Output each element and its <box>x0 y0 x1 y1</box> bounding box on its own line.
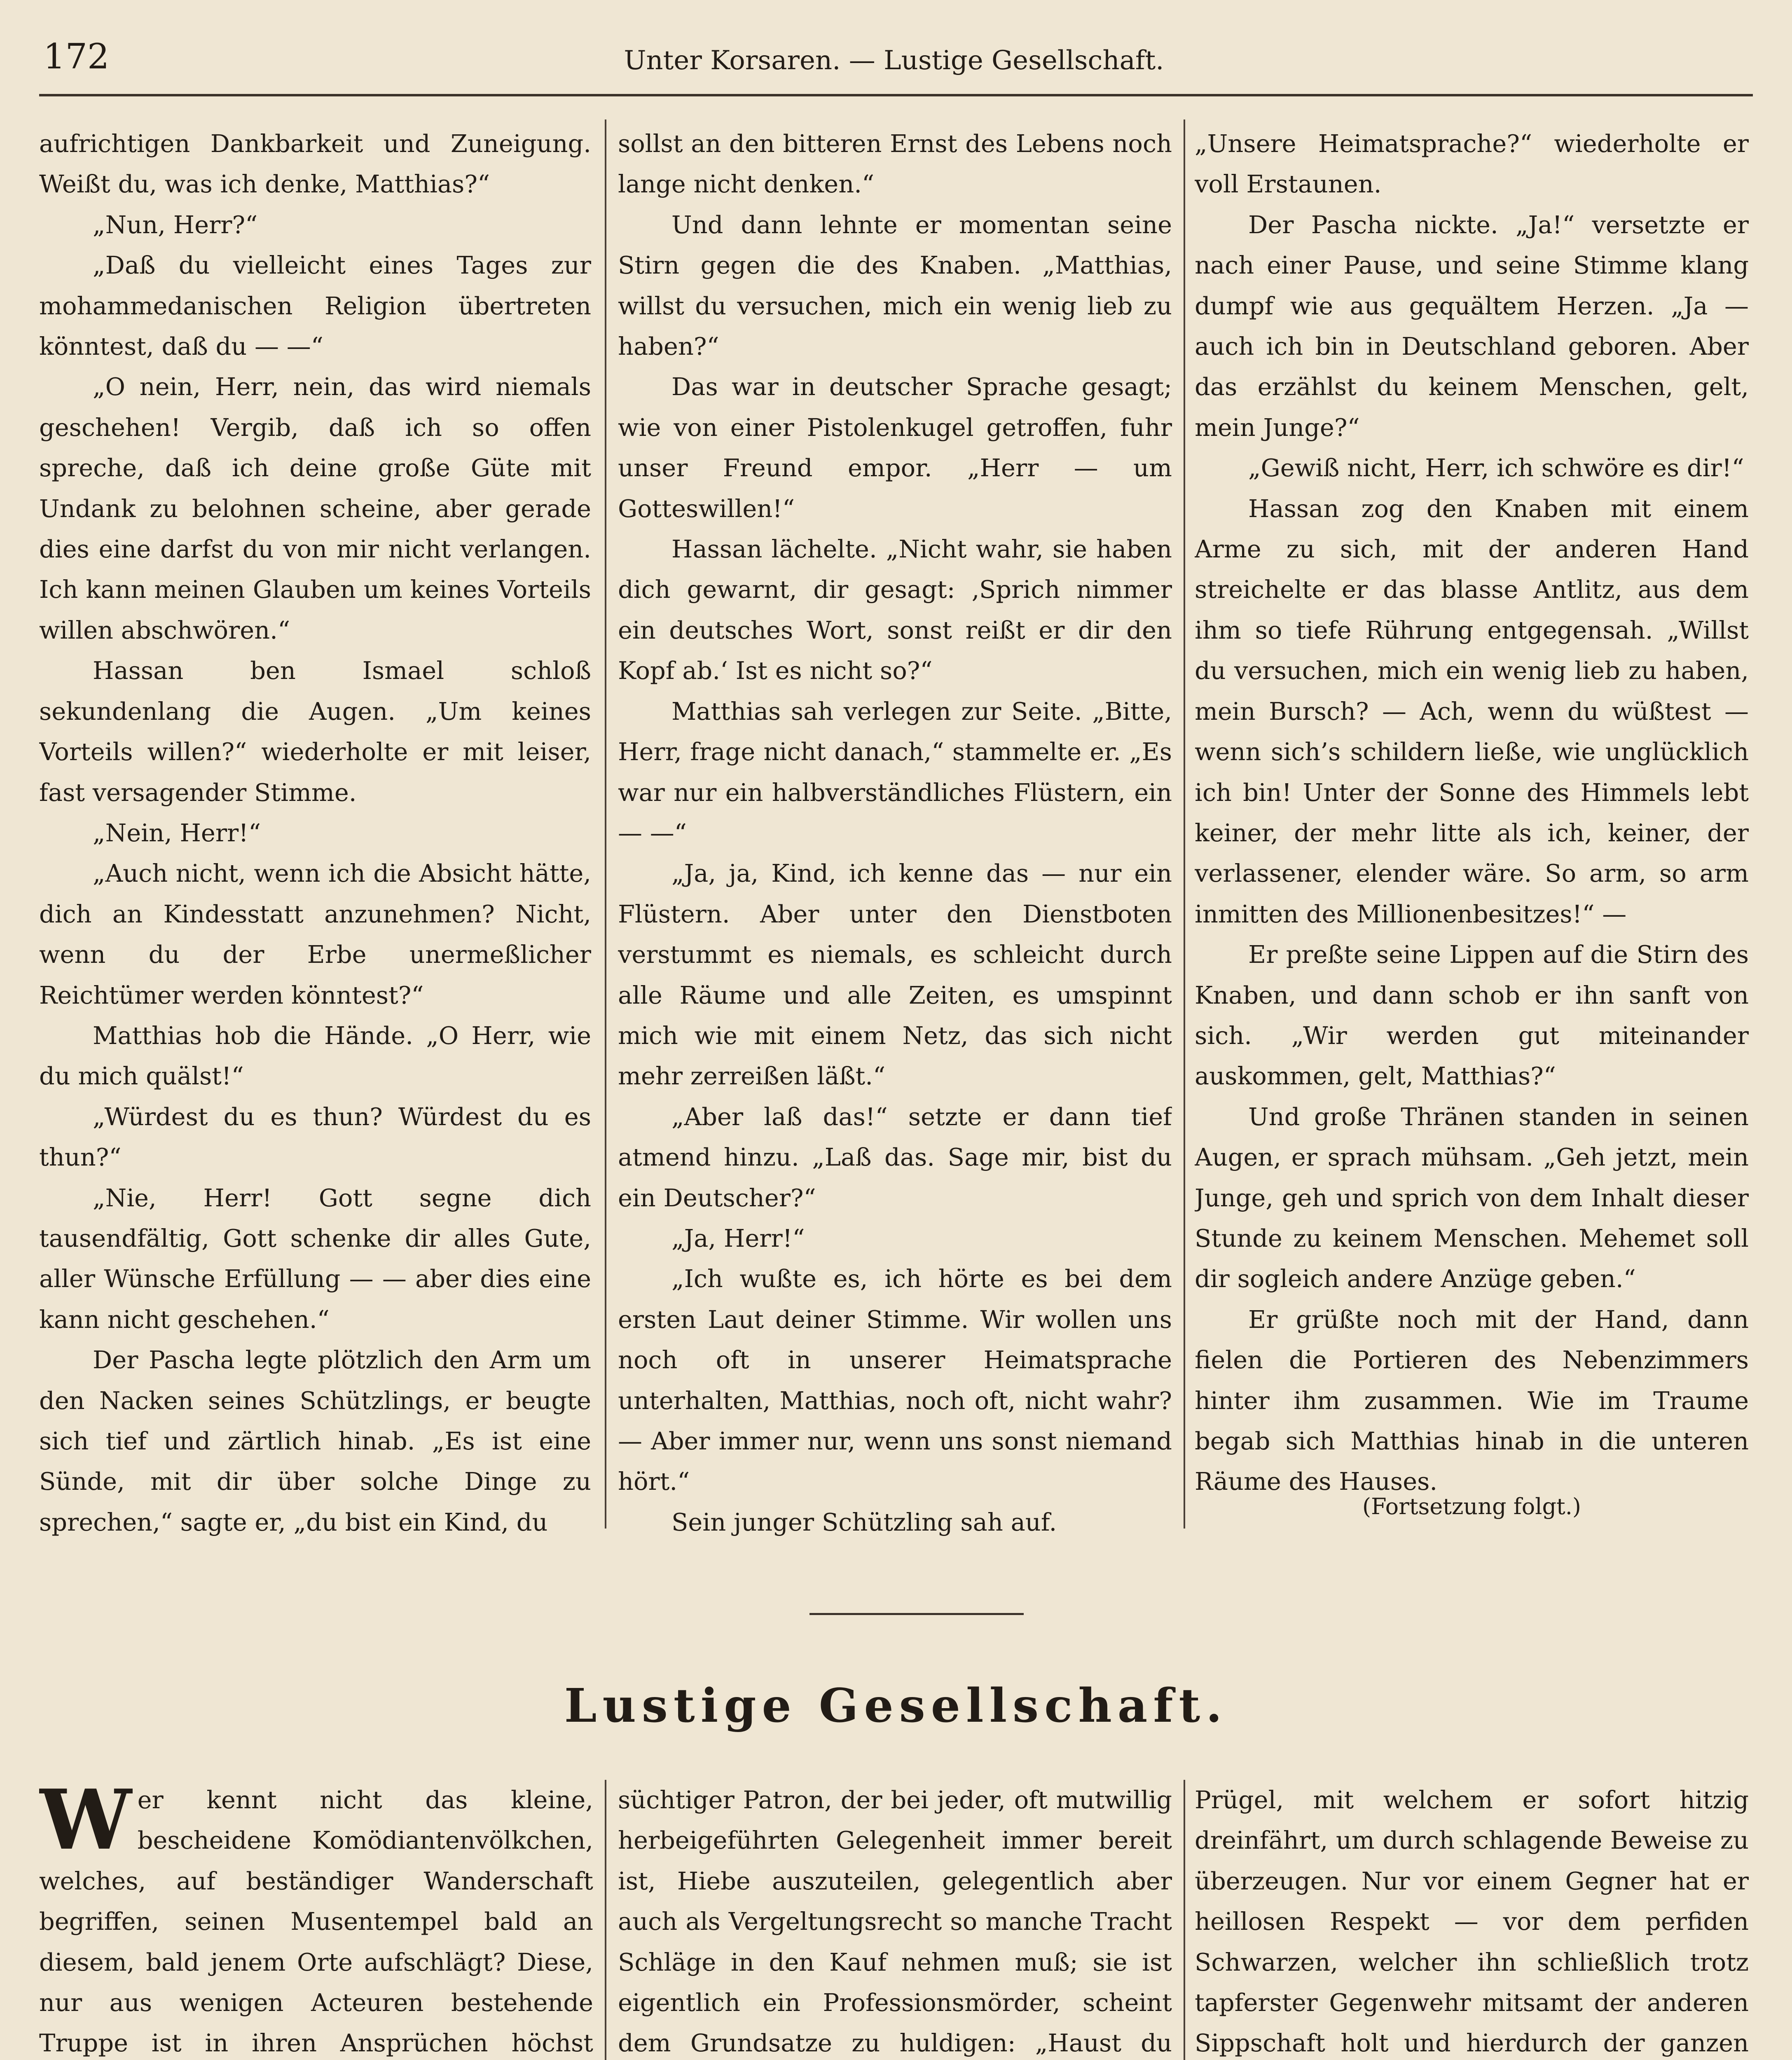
paragraph: „Nie, Herr! Gott segne dich tausendfältig, Gott schenke dir alles Gute, aller Wünsche Erfüllung — — aber dies eine kann nicht geschehen.“ <box>39 1183 591 1334</box>
column-divider <box>605 119 606 1529</box>
paragraph: „Auch nicht, wenn ich die Absicht hätte, dich an Kindesstatt anzunehmen? Nicht, wenn du der Erbe unermeßlicher Reichtümer werden könntest?“ <box>39 859 591 1009</box>
section-divider <box>809 1613 1024 1615</box>
paragraph: Hassan zog den Knaben mit einem Arme zu sich, mit der anderen Hand streichelte er das blasse Antlitz, aus dem ihm so tiefe Rührung entgegensah. „Willst du versuchen, mich ein wenig lieb zu haben, mein Bursch? — Ach, wenn du wüßtest — wenn sich’s schildern ließe, wie unglücklich ich bin! Unter der Sonne des Himmels lebt keiner, der mehr litte als ich, keiner, der verlassener, elender wäre. So arm, so arm inmitten des Millionenbesitzes!“ — <box>1195 494 1749 928</box>
column-divider <box>605 1780 606 2060</box>
paragraph: Hassan lächelte. „Nicht wahr, sie haben dich gewarnt, dir gesagt: ‚Sprich nimmer ein deutsches Wort, sonst reißt er dir den Kopf ab.‘ Ist es nicht so?“ <box>618 535 1172 685</box>
paragraph-text: er kennt nicht das kleine, bescheidene Komödiantenvölkchen, welches, auf beständiger Wanderschaft begriffen, seinen Musentempel bald an diesem, bald jenem Orte aufschlägt? Diese, nur aus wenigen Acteuren bestehende Truppe ist in ihren Ansprüchen höchst <box>39 1786 593 2058</box>
paragraph: „Ich wußte es, ich hörte es bei dem ersten Laut deiner Stimme. Wir wollen uns noch oft in unserer Heimatsprache unterhalten, Matthias, noch oft, nicht wahr? — Aber immer nur, wenn uns sonst niemand hört.“ <box>618 1264 1172 1496</box>
paragraph: „Gewiß nicht, Herr, ich schwöre es dir!“ <box>1248 454 1744 482</box>
paragraph: Prügel, mit welchem er sofort hitzig dreinfährt, um durch schlagende Beweise zu überzeugen. Nur vor einem Gegner hat er heillosen Respekt — vor dem perfiden Schwarzen, welcher ihn schließlich trotz tapferster Gegenwehr mitsamt der anderen Sippschaft holt und hierdurch der ganzen <box>1195 1786 1749 2058</box>
paragraph: Matthias hob die Hände. „O Herr, wie du mich quälst!“ <box>39 1021 591 1091</box>
paragraph: aufrichtigen Dankbarkeit und Zuneigung. Weißt du, was ich denke, Matthias?“ <box>39 129 591 199</box>
article-column-3 <box>1195 1780 1749 2060</box>
paragraph: süchtiger Patron, der bei jeder, oft mutwillig herbeigeführten Gelegenheit immer bereit ist, Hiebe auszuteilen, gelegentlich aber auch als Vergeltungsrecht so manche Tracht Schläge in den Kauf nehmen muß; sie ist eigentlich ein Professionsmörder, scheint dem Grundsatze zu huldigen: „Haust du <box>618 1786 1172 2058</box>
paragraph: Der Pascha nickte. „Ja!“ versetzte er nach einer Pause, und seine Stimme klang dumpf wie aus gequältem Herzen. „Ja — auch ich bin in Deutschland geboren. Aber das erzählst du keinem Menschen, gelt, mein Junge?“ <box>1195 210 1749 442</box>
paragraph: Er preßte seine Lippen auf die Stirn des Knaben, und dann schob er ihn sanft von sich. „Wir werden gut miteinander auskommen, gelt, Matthias?“ <box>1195 940 1749 1091</box>
story-column-2 <box>618 124 1172 1545</box>
continued-note: (Fortsetzung folgt.) <box>1362 1494 1581 1519</box>
paragraph: „Ja, ja, Kind, ich kenne das — nur ein Flüstern. Aber unter den Dienstboten verstummt es niemals, es schleicht durch alle Räume und alle Zeiten, es umspinnt mich wie mit einem Netz, das sich nicht mehr zerreißen läßt.“ <box>618 859 1172 1091</box>
paragraph: „O nein, Herr, nein, das wird niemals geschehen! Vergib, daß ich so offen spreche, daß ich deine große Güte mit Undank zu belohnen scheine, aber gerade dies eine darfst du von mir nicht verlangen. Ich kann meinen Glauben um keines Vorteils willen abschwören.“ <box>39 372 591 644</box>
paragraph: „Ja, Herr!“ <box>671 1224 805 1252</box>
paragraph: „Nein, Herr!“ <box>93 818 261 847</box>
page-header <box>0 0 1792 95</box>
paragraph: Und große Thränen standen in seinen Augen, er sprach mühsam. „Geh jetzt, mein Junge, geh und sprich von dem Inhalt dieser Stunde zu keinem Menschen. Mehemet soll dir sogleich andere Anzüge geben.“ <box>1195 1102 1749 1293</box>
article-column-1 <box>39 1780 593 2060</box>
page-number: 172 <box>43 36 110 77</box>
paragraph: Der Pascha legte plötzlich den Arm um den Nacken seines Schützlings, er beugte sich tief und zärtlich hinab. „Es ist eine Sünde, mit dir über solche Dinge zu sprechen,“ sagte er, „du bist ein Kind, du <box>39 1346 591 1536</box>
running-title: Unter Korsaren. — Lustige Gesellschaft. <box>624 45 1164 76</box>
story-column-1 <box>39 124 591 1545</box>
paragraph: Matthias sah verlegen zur Seite. „Bitte, Herr, frage nicht danach,“ stammelte er. „Es war nur ein halbverständliches Flüstern, ein — —“ <box>618 697 1172 847</box>
paragraph: Das war in deutscher Sprache gesagt; wie von einer Pistolenkugel getroffen, fuhr unser Freund empor. „Herr — um Gotteswillen!“ <box>618 372 1172 523</box>
paragraph: „Unsere Heimatsprache?“ wiederholte er voll Erstaunen. <box>1195 129 1749 199</box>
article-title: Lustige Gesellschaft. <box>564 1679 1228 1733</box>
paragraph <box>39 1780 593 2060</box>
paragraph: Hassan ben Ismael schloß sekundenlang die Augen. „Um keines Vorteils willen?“ wiederholte er mit leiser, fast versagender Stimme. <box>39 656 591 807</box>
paragraph: Und dann lehnte er momentan seine Stirn gegen die des Knaben. „Matthias, willst du versuchen, mich ein wenig lieb zu haben?“ <box>618 210 1172 361</box>
header-rule <box>39 94 1753 96</box>
paragraph: sollst an den bitteren Ernst des Lebens noch lange nicht denken.“ <box>618 129 1172 199</box>
paragraph: „Würdest du es thun? Würdest du es thun?“ <box>39 1102 591 1172</box>
paragraph: Sein junger Schützling sah auf. <box>671 1508 1057 1536</box>
paragraph: „Aber laß das!“ setzte er dann tief atmend hinzu. „Laß das. Sage mir, bist du ein Deutscher?“ <box>618 1102 1172 1212</box>
paragraph: Er grüßte noch mit der Hand, dann fielen die Portieren des Nebenzimmers hinter ihm zusammen. Wie im Traume begab sich Matthias hinab in die unteren Räume des Hauses. <box>1195 1305 1749 1496</box>
paragraph: „Daß du vielleicht eines Tages zur mohammedanischen Religion übertreten könntest, daß du — —“ <box>39 251 591 361</box>
column-divider <box>1184 119 1185 1529</box>
article-column-2 <box>618 1780 1172 2060</box>
drop-cap: W <box>39 1780 132 1868</box>
story-column-3 <box>1195 124 1749 1508</box>
paragraph: „Nun, Herr?“ <box>93 210 258 239</box>
column-divider <box>1184 1780 1185 2060</box>
